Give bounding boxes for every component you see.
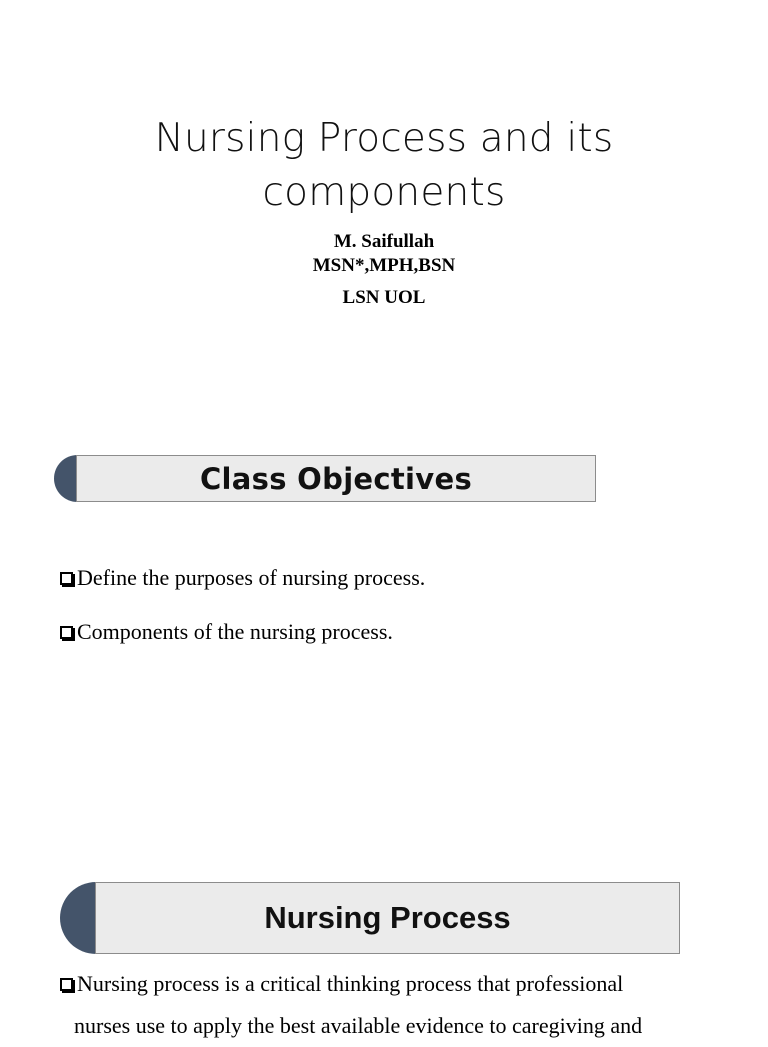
author-block bbox=[0, 230, 768, 310]
banner-box bbox=[95, 882, 680, 954]
square-checkbox-bullet-icon bbox=[60, 572, 73, 585]
title-line-1: Nursing Process and its bbox=[154, 116, 614, 161]
author-organization: LSN UOL bbox=[342, 287, 426, 308]
author-credentials: MSN*,MPH,BSN bbox=[312, 255, 456, 276]
title-line-2: components bbox=[262, 170, 506, 215]
square-checkbox-bullet-icon bbox=[60, 626, 73, 639]
class-objectives-banner bbox=[54, 455, 596, 502]
objective-item-1 bbox=[60, 565, 425, 591]
paragraph-line-2: nurses use to apply the best available evidence to caregiving and bbox=[74, 1013, 643, 1038]
nursing-process-heading: Nursing Process bbox=[264, 900, 511, 935]
objective-text-1: Define the purposes of nursing process. bbox=[77, 565, 426, 590]
paragraph-text-1: Nursing process is a critical thinking process that professional bbox=[77, 971, 624, 996]
author-name: M. Saifullah bbox=[333, 231, 435, 252]
class-objectives-heading: Class Objectives bbox=[199, 461, 473, 496]
objective-text-2: Components of the nursing process. bbox=[77, 619, 393, 644]
square-checkbox-bullet-icon bbox=[60, 978, 73, 991]
banner-box bbox=[76, 455, 596, 502]
nursing-process-paragraph bbox=[60, 963, 760, 1047]
objective-item-2 bbox=[60, 619, 393, 645]
nursing-process-banner bbox=[60, 882, 680, 954]
paragraph-line-1 bbox=[60, 963, 760, 1005]
slide-title bbox=[0, 112, 768, 220]
